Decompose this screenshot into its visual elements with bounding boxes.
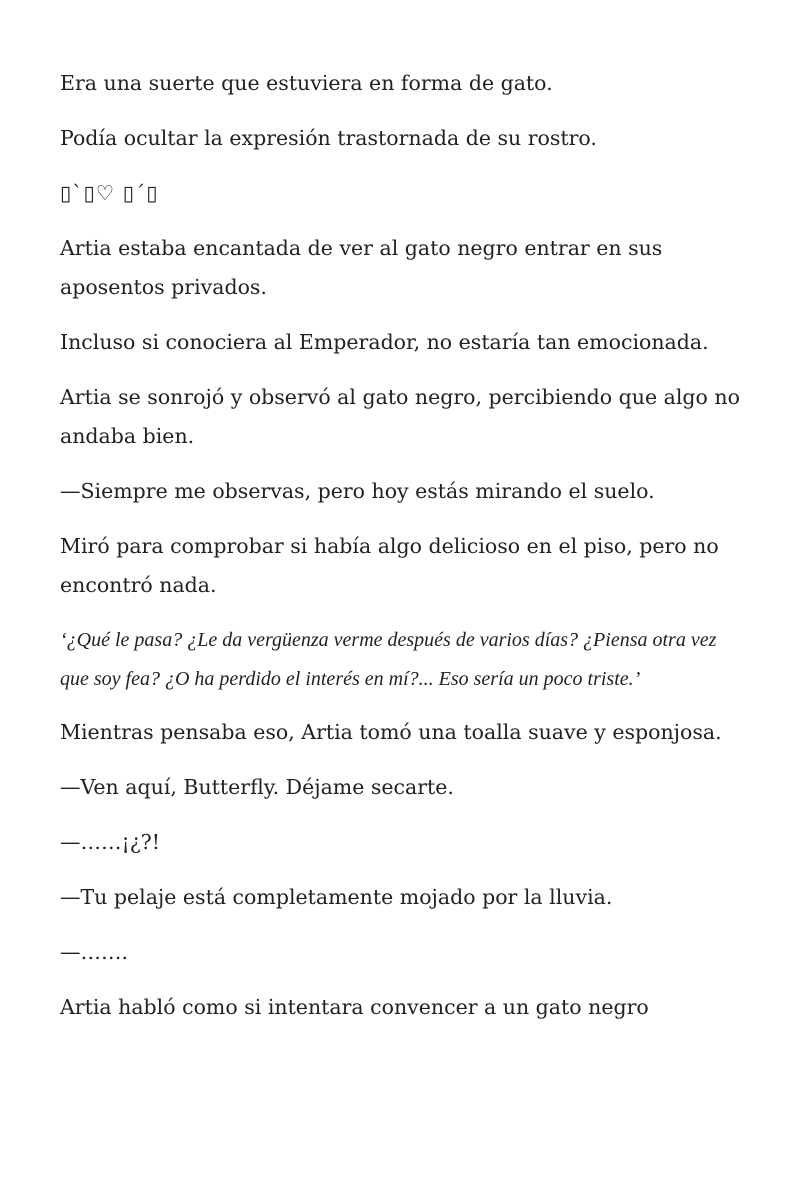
paragraph: Era una suerte que estuviera en forma de gato. <box>60 71 553 95</box>
emoticon-line: ▯`▯♡ ▯´▯ <box>60 181 159 205</box>
paragraph: Mientras pensaba eso, Artia tomó una toalla suave y esponjosa. <box>60 720 722 744</box>
paragraph: Artia habló como si intentara convencer a un gato negro <box>60 995 649 1019</box>
dialogue-line: —Tu pelaje está completamente mojado por la lluvia. <box>60 885 613 909</box>
inner-thought: ‘¿Qué le pasa? ¿Le da vergüenza verme después de varios días? ¿Piensa otra vez que soy fea? ¿O ha perdido el interés en mí?... Eso sería un poco triste.’ <box>60 629 717 690</box>
paragraph: Artia se sonrojó y observó al gato negro, percibiendo que algo no andaba bien. <box>60 385 740 448</box>
dialogue-line: —Ven aquí, Butterfly. Déjame secarte. <box>60 775 454 799</box>
document-body <box>60 64 740 1043</box>
paragraph: Miró para comprobar si había algo delicioso en el piso, pero no encontró nada. <box>60 534 719 597</box>
dialogue-line: —……¡¿?! <box>60 830 160 854</box>
paragraph: Incluso si conociera al Emperador, no estaría tan emocionada. <box>60 330 709 354</box>
paragraph: Podía ocultar la expresión trastornada de su rostro. <box>60 126 597 150</box>
dialogue-line: —Siempre me observas, pero hoy estás mirando el suelo. <box>60 479 655 503</box>
dialogue-line: —……. <box>60 940 129 964</box>
paragraph: Artia estaba encantada de ver al gato negro entrar en sus aposentos privados. <box>60 236 663 299</box>
